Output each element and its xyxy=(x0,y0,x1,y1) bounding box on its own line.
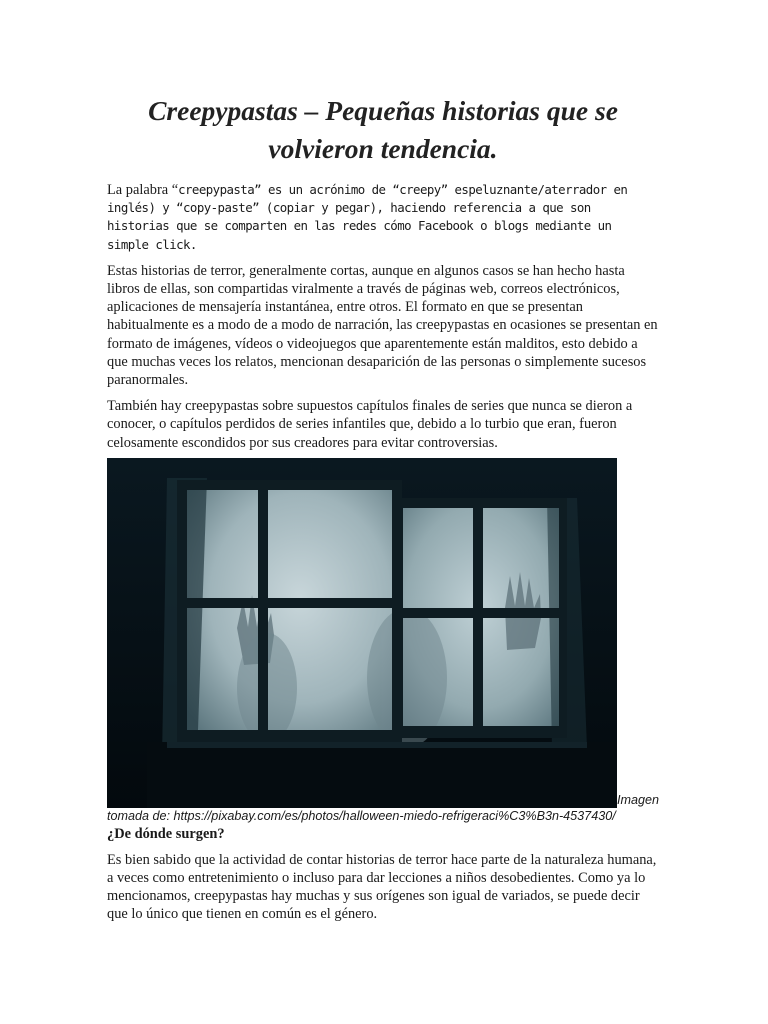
document-title: Creepypastas – Pequeñas historias que se volvieron tendencia. xyxy=(148,95,618,164)
paragraph-format: Estas historias de terror, generalmente cortas, aunque en algunos casos se han hecho hasta libros de ellas, son compartidas viralmente a través de páginas web, correos electrónicos, aplicaciones de mensajería instantánea, entre otros. El formato en que se presentan habitualmente es a modo de a modo de narración, las creepypastas en ocasiones se presentan en formato de imágenes, vídeos o videojuegos que aparentemente están malditos, esto debido a que muchas veces los relatos, mencionan desaparición de las personas o simplemente sucesos paranormales. xyxy=(107,262,658,389)
paragraph-definition-term-2: creepy xyxy=(399,182,441,197)
document-page xyxy=(107,92,659,924)
paragraph-definition-text-3: ” espeluznante/aterrador en inglés) y “copy-paste” (copiar y pegar), haciendo referencia a que son historias que se comparten en las redes cómo Facebook o blogs mediante un simple click. xyxy=(107,182,628,252)
paragraph-definition xyxy=(107,181,659,254)
paragraph-definition-text-1: La palabra “ xyxy=(107,182,179,198)
paragraph-lost-episodes: También hay creepypastas sobre supuestos capítulos finales de series que nunca se dieron a conocer, o capítulos perdidos de series infantiles que, debido a lo turbio que eran, fueron celosamente escondidos por sus creadores para evitar controversias. xyxy=(107,398,633,451)
paragraph-definition-term-1: creepypasta xyxy=(178,182,255,197)
figure xyxy=(107,458,659,808)
image-caption-source: tomada de: https://pixabay.com/es/photos/halloween-miedo-refrigeraci%C3%B3n-4537430/ xyxy=(107,808,616,823)
paragraph-origins: Es bien sabido que la actividad de contar historias de terror hace parte de la naturaleza humana, a veces como entretenimiento o incluso para dar lecciones a niños desobedientes. Como ya lo mencionamos, creepypastas hay muchas y sus orígenes son igual de variados, se puede decir que lo único que tienen en común es el género. xyxy=(107,851,657,923)
window-hands-photo xyxy=(107,458,617,808)
image-caption-start: Imagen xyxy=(617,792,660,807)
section-heading: ¿De dónde surgen? xyxy=(107,825,225,842)
paragraph-definition-text-2: ” es un acrónimo de “ xyxy=(254,182,400,197)
